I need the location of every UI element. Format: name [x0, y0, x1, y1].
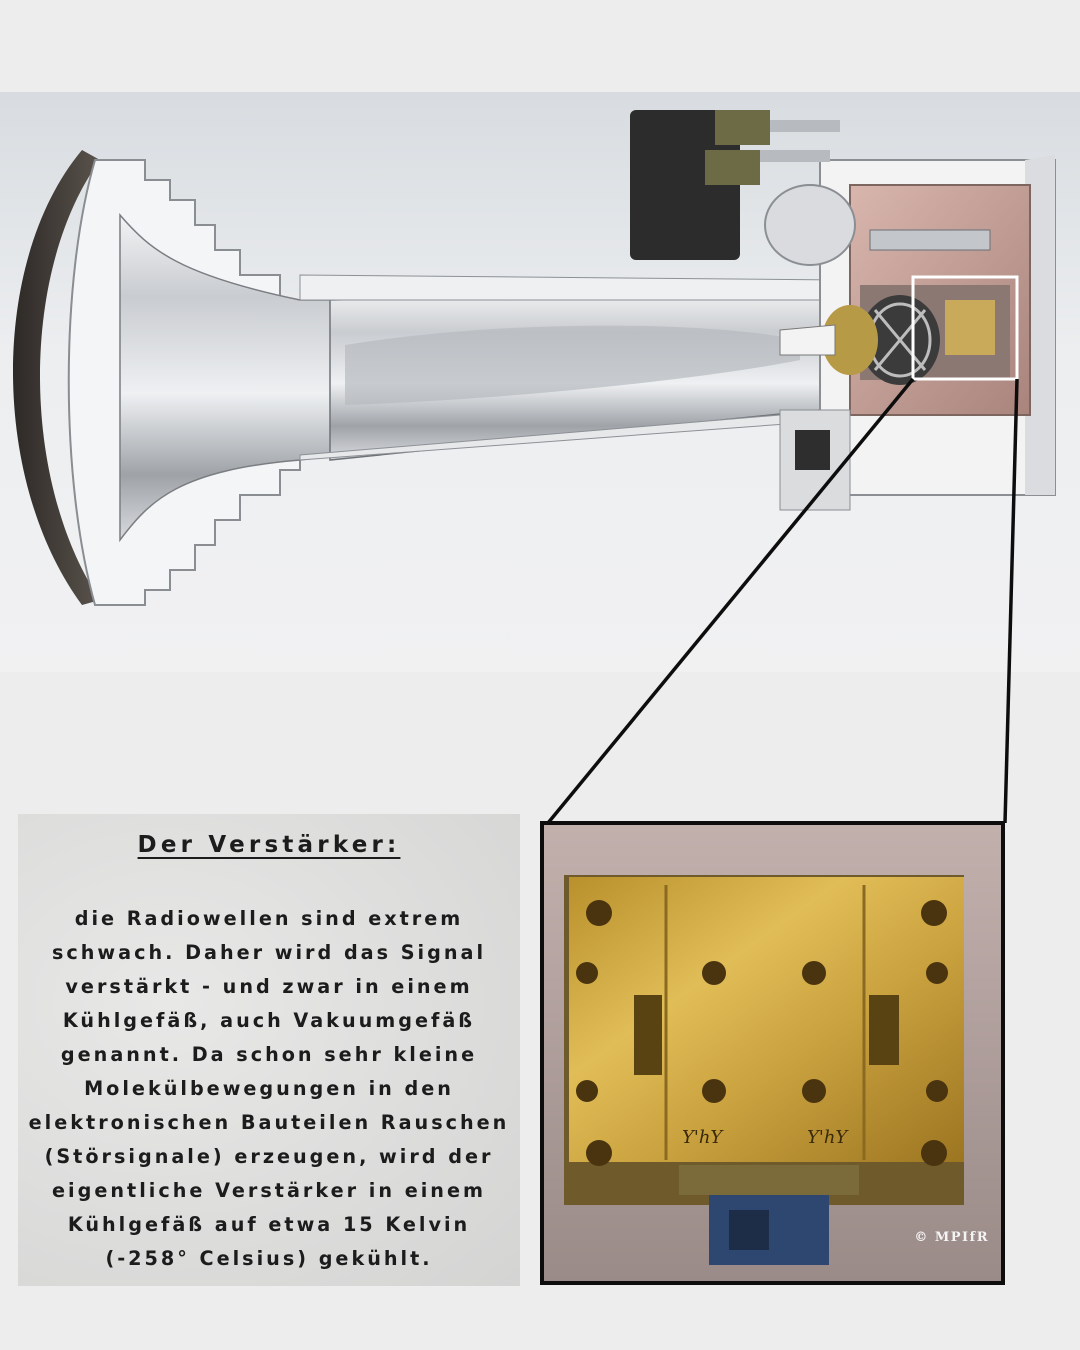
info-body: die Radiowellen sind extrem schwach. Daher wird das Signal verstärkt - und zwar in einem Kühlgefäß, auch Vakuumgefäß genannt. Da schon sehr kleine Molekülbewegungen in den elektronischen Bauteilen Rauschen (Störsignale) erzeugen, wird der eigentliche Verstärker in einem Kühlgefäß auf etwa 15 Kelvin (-258° Celsius) gekühlt. — [28, 907, 510, 1270]
amplifier-block-photo — [544, 825, 1001, 1281]
info-panel — [18, 814, 520, 1286]
copyright-label: © MPIfR — [914, 1230, 989, 1245]
info-heading: Der Verstärker: — [137, 832, 401, 858]
handwriting-right: Y'hY — [807, 1127, 848, 1148]
handwriting-left: Y'hY — [682, 1127, 723, 1148]
amplifier-photo-frame — [540, 821, 1005, 1285]
zoom-line-left — [548, 379, 913, 823]
